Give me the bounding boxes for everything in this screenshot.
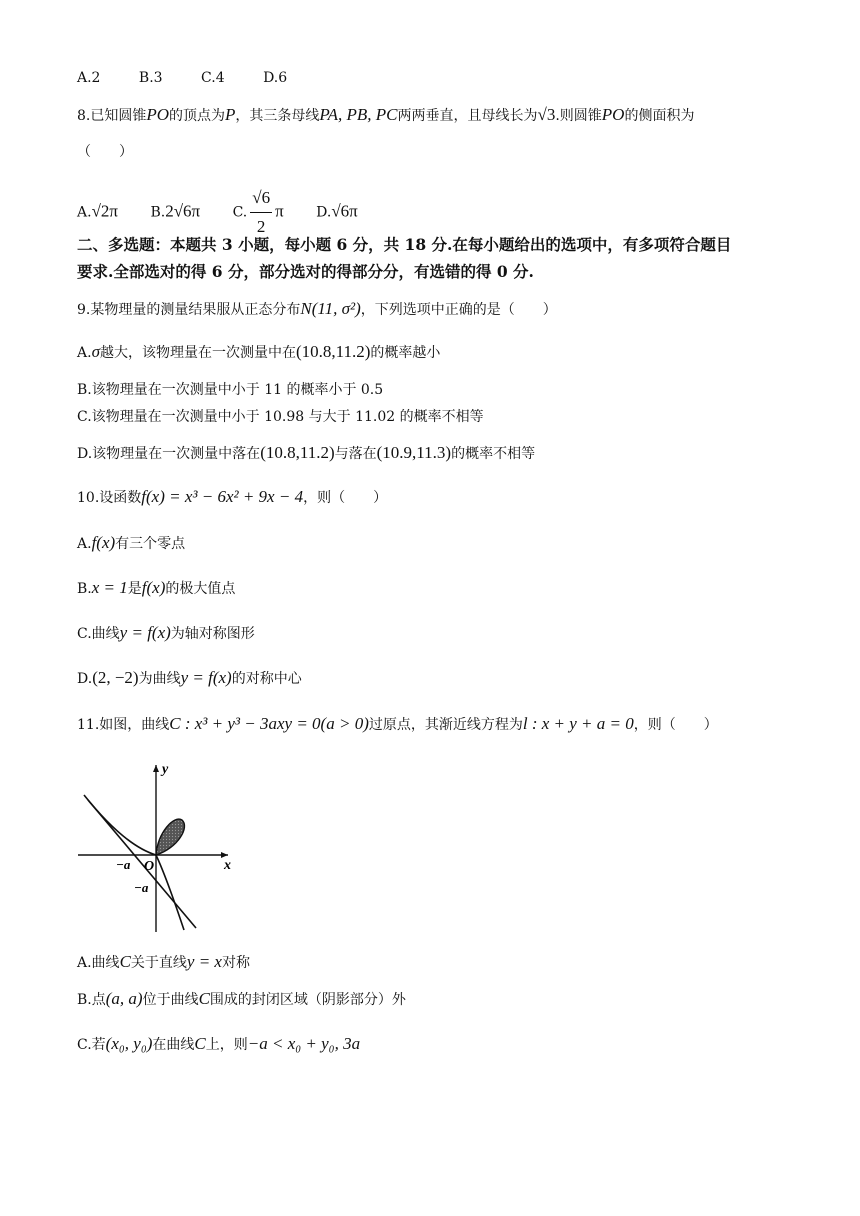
q8-math-po: PO bbox=[146, 105, 170, 124]
q10-option-a bbox=[77, 533, 185, 554]
q11-text: A.曲线 bbox=[77, 955, 120, 971]
q9-text: 越大，该物理量在一次测量中在 bbox=[99, 345, 296, 361]
y-axis-label: y bbox=[162, 762, 169, 777]
q8-math-po: PO bbox=[601, 105, 625, 124]
q9-math-interval: (10.8,11.2) bbox=[295, 342, 371, 361]
q11-math-c: C bbox=[198, 989, 210, 1008]
q11-text: 11.如图，曲线 bbox=[77, 717, 170, 733]
q8-answer-paren: （ ） bbox=[77, 144, 133, 160]
q10-math: f(x) bbox=[91, 533, 116, 552]
q8-option-d-math: √6π bbox=[331, 201, 358, 221]
q7-option-d: D.6 bbox=[263, 70, 288, 86]
q10-text: 的极大值点 bbox=[165, 581, 236, 597]
q9-math-distribution: N(11, σ²) bbox=[300, 299, 361, 318]
q11-option-c bbox=[77, 1034, 360, 1055]
q11-math: (x₀, y₀) bbox=[105, 1034, 153, 1053]
q9-option-label: A. bbox=[77, 345, 92, 361]
q11-math: (a, a) bbox=[105, 989, 143, 1008]
q11-option-b bbox=[77, 989, 406, 1010]
section-header-line1: 二、多选题：本题共 3 小题，每小题 6 分，共 18 分.在每小题给出的选项中，有多项符合题目 bbox=[77, 235, 732, 254]
q8-text: 8.已知圆锥 bbox=[77, 108, 147, 124]
q10-text: 为轴对称图形 bbox=[170, 626, 255, 642]
q9-text: ，下列选项中正确的是（ ） bbox=[360, 302, 557, 318]
q11-text: 对称 bbox=[221, 955, 250, 971]
q8-text: 的侧面积为 bbox=[624, 108, 695, 124]
q9-option-b: B.该物理量在一次测量中小于 11 的概率小于 0.5 bbox=[77, 382, 384, 398]
q11-math: −a < x₀ + y₀, 3a bbox=[247, 1034, 361, 1053]
q9-math-sigma: σ bbox=[91, 342, 100, 361]
q10-math: y = f(x) bbox=[119, 623, 171, 642]
q11-math-curve: C : x³ + y³ − 3axy = 0(a > 0) bbox=[169, 714, 369, 733]
q8-text: 的顶点为 bbox=[169, 108, 226, 124]
q11-text: C.若 bbox=[77, 1037, 106, 1053]
q9-option-a bbox=[77, 342, 440, 363]
q10-option-d bbox=[77, 668, 302, 689]
q11-math-asymptote: l : x + y + a = 0 bbox=[522, 714, 634, 733]
q10-math: (2, −2) bbox=[92, 668, 139, 687]
q8-text: ，其三条母线 bbox=[235, 108, 320, 124]
q11-text: 在曲线 bbox=[152, 1037, 195, 1053]
q9-text: 与落在 bbox=[334, 446, 377, 462]
q9-text: 的概率越小 bbox=[370, 345, 441, 361]
curve-lower-branch bbox=[156, 855, 184, 930]
q7-option-a: A.2 bbox=[77, 70, 101, 86]
q10-option-b bbox=[77, 578, 235, 599]
q10-math: y = f(x) bbox=[180, 668, 232, 687]
q11-folium-figure bbox=[78, 760, 248, 935]
q9-option-d bbox=[77, 443, 535, 464]
q8-option-a-math: √2π bbox=[91, 201, 118, 221]
origin-label: O bbox=[144, 859, 155, 874]
q10-text: 有三个零点 bbox=[115, 536, 186, 552]
q10-text: ，则（ ） bbox=[303, 490, 388, 506]
q9-text: D.该物理量在一次测量中落在 bbox=[77, 446, 261, 462]
q10-option-label: A. bbox=[77, 536, 92, 552]
q8-option-d-label: D. bbox=[316, 204, 332, 221]
q10-text: C.曲线 bbox=[77, 626, 120, 642]
q11-text: ，则（ ） bbox=[633, 717, 718, 733]
q11-math-c: C bbox=[194, 1034, 206, 1053]
q8-options bbox=[77, 184, 358, 241]
q10-text: 的对称中心 bbox=[231, 671, 302, 687]
q7-option-c: C.4 bbox=[201, 70, 225, 86]
q7-option-b: B.3 bbox=[138, 70, 163, 86]
q8-option-c-numerator: √6 bbox=[250, 184, 272, 213]
q8-math-p: P bbox=[225, 105, 236, 124]
q9-text: 的概率不相等 bbox=[451, 446, 536, 462]
q11-text: 关于直线 bbox=[130, 955, 187, 971]
q8-option-c-pi: π bbox=[275, 201, 284, 221]
q8-option-c-denominator: 2 bbox=[256, 217, 266, 236]
q10-math-function: f(x) = x³ − 6x² + 9x − 4 bbox=[141, 487, 304, 506]
q9-math-interval: (10.9,11.3) bbox=[376, 443, 452, 462]
q9-math-interval: (10.8,11.2) bbox=[260, 443, 335, 462]
q9-stem bbox=[77, 299, 557, 320]
q11-option-a bbox=[77, 952, 250, 973]
q11-text: 过原点，其渐近线方程为 bbox=[368, 717, 523, 733]
q10-text: 是 bbox=[127, 581, 142, 597]
x-axis-label: x bbox=[224, 858, 231, 873]
q10-text: 10.设函数 bbox=[77, 490, 142, 506]
q11-text: 位于曲线 bbox=[142, 992, 199, 1008]
q7-options bbox=[77, 68, 287, 88]
q8-text: .则圆锥 bbox=[555, 108, 602, 124]
q8-option-b-label: B. bbox=[150, 204, 166, 221]
q8-option-b-math: 2√6π bbox=[165, 201, 201, 221]
q9-option-c: C.该物理量在一次测量中小于 10.98 与大于 11.02 的概率不相等 bbox=[77, 409, 484, 425]
q10-option-label: B. bbox=[77, 581, 92, 597]
q11-math-c: C bbox=[119, 952, 131, 971]
q11-text: 上，则 bbox=[205, 1037, 248, 1053]
q11-text: B.点 bbox=[77, 992, 106, 1008]
q10-text: 为曲线 bbox=[138, 671, 181, 687]
q8-math-lines: PA, PB, PC bbox=[319, 105, 398, 124]
q10-math: f(x) bbox=[141, 578, 166, 597]
curve-left-branch bbox=[84, 795, 156, 855]
q11-math: y = x bbox=[186, 952, 222, 971]
q8-math-sqrt3: √3 bbox=[537, 105, 556, 124]
q10-option-c bbox=[77, 623, 255, 644]
y-axis-arrow-icon bbox=[153, 765, 159, 772]
q11-text: 围成的封闭区域（阴影部分）外 bbox=[209, 992, 406, 1008]
q9-text: 9.某物理量的测量结果服从正态分布 bbox=[77, 302, 301, 318]
q10-math: x = 1 bbox=[91, 578, 128, 597]
neg-a-y-label: −a bbox=[134, 880, 149, 895]
q8-text: 两两垂直，且母线长为 bbox=[397, 108, 538, 124]
q10-stem bbox=[77, 487, 387, 508]
q8-option-c-label: C. bbox=[232, 204, 248, 221]
neg-a-x-label: −a bbox=[116, 857, 131, 872]
q8-option-a-label: A. bbox=[77, 204, 92, 221]
q11-stem bbox=[77, 714, 718, 735]
curve-loop-shaded bbox=[156, 819, 184, 855]
q8-option-c-fraction bbox=[250, 184, 272, 241]
q8-stem bbox=[77, 105, 694, 126]
section-header-line2: 要求.全部选对的得 6 分，部分选对的得部分分，有选错的得 0 分. bbox=[77, 262, 534, 281]
q10-option-label: D. bbox=[77, 671, 93, 687]
